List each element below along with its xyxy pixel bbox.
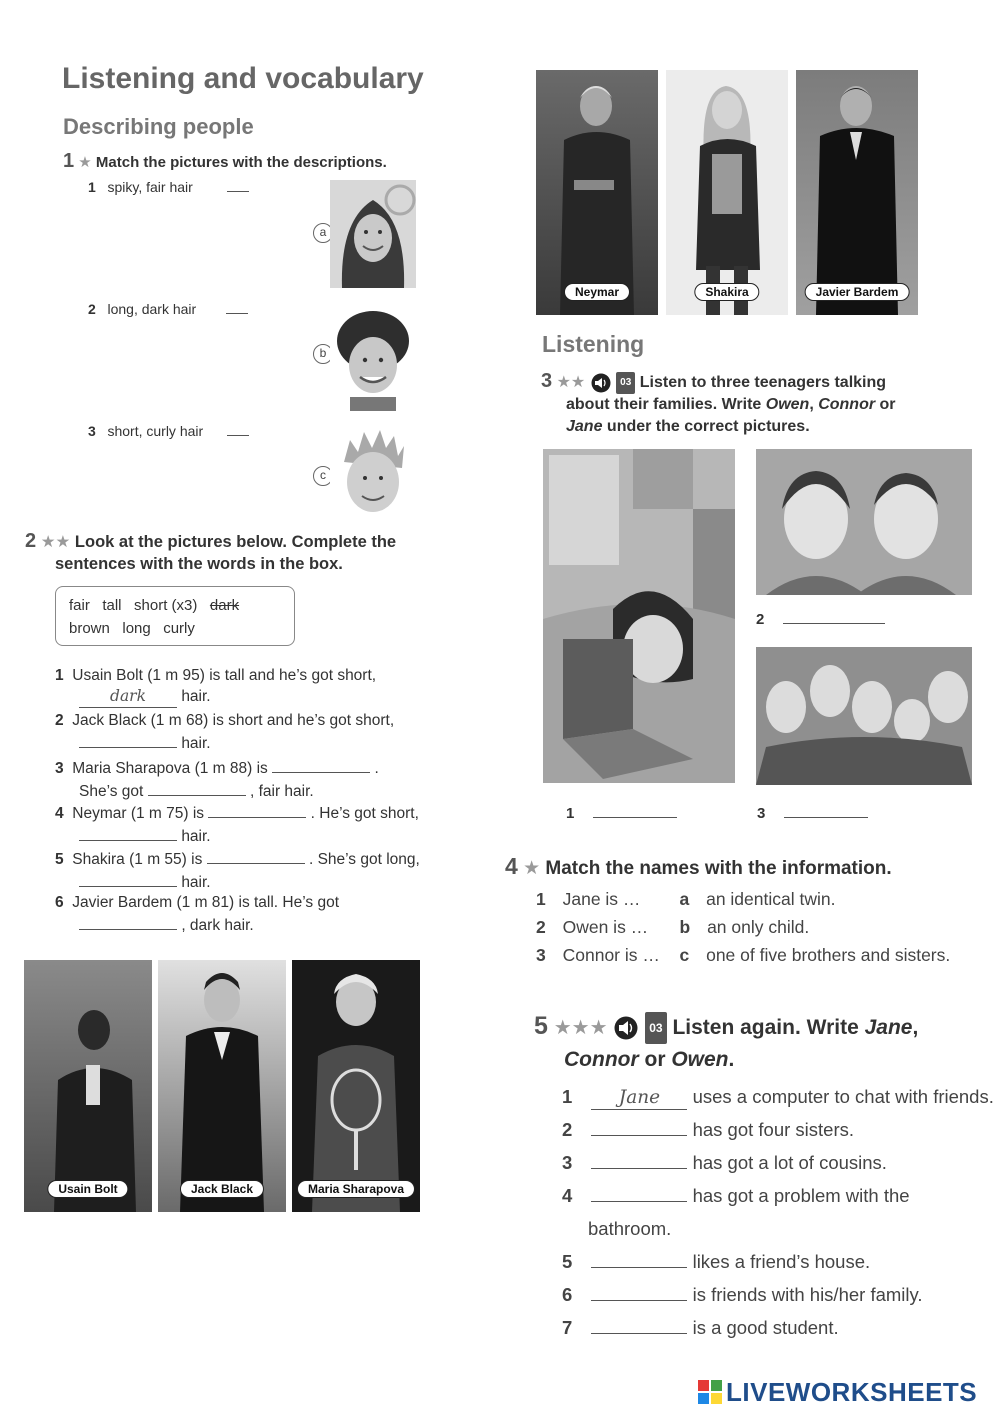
sentence-text: hair. [181,735,211,752]
ex5-item [562,1113,994,1146]
name-prompt: Owen is … [562,917,649,937]
ex2-item-3 [55,756,379,802]
difficulty-stars: ★ [523,858,541,879]
sentence-text: . [374,760,379,777]
listening-heading: Listening [542,331,645,357]
item-text: likes a friend’s house. [692,1251,871,1272]
picture-letter-b: b [313,344,333,364]
answer-blank[interactable] [783,607,885,624]
answer-blank[interactable] [593,801,677,818]
answer-field[interactable] [79,913,177,930]
answer-field[interactable]: Jane [591,1087,687,1110]
girl-at-laptop-illustration [543,449,735,783]
sentence-text: hair. [181,828,211,845]
name-prompt: Jane is … [562,889,641,909]
answer-field[interactable] [591,1284,687,1301]
item-text: uses a computer to chat with friends. [692,1086,994,1107]
audio-speaker-icon[interactable] [590,373,612,393]
answer-field[interactable] [79,824,177,841]
exercise-3-header [541,370,961,438]
brand-name: LIVEWORKSHEETS [726,1377,978,1407]
person-figure-icon [536,70,658,315]
item-number: 1 [55,667,64,684]
word-box-line-2: brown long curly [69,620,195,637]
option-text: one of five brothers and sisters. [706,945,951,965]
usain-bolt-photo [24,960,152,1212]
difficulty-stars: ★★★ [553,1017,608,1039]
photo-label: Javier Bardem [805,283,910,301]
item-number: 7 [562,1317,573,1338]
item-number: 2 [88,301,96,317]
exercise-instruction-line-2: sentences with the words in the box. [55,555,343,573]
exercise-2-header [25,530,396,575]
sentence-text: She’s got [79,783,144,800]
word-list: fair tall short (x3) [69,597,198,614]
five-siblings-illustration [756,647,972,785]
girl-long-dark-hair-photo [330,180,416,288]
name-owen: Owen [765,396,810,413]
instruction-text: or [638,1048,672,1072]
used-word: dark [209,597,240,614]
instruction-text: about their families. Write [566,396,766,413]
sentence-text: Neymar (1 m 75) is [72,805,205,822]
jack-black-photo [158,960,286,1212]
boy-curly-hair-photo [330,305,416,411]
ex2-item-1 [55,665,376,708]
word-box [55,586,295,646]
picture-number: 2 [756,611,765,628]
audio-track-number: 03 [645,1012,666,1044]
answer-blank[interactable] [226,297,248,314]
picture-3-caption [757,801,868,822]
option-text: an only child. [707,917,810,937]
sentence-text: , fair hair. [249,783,314,800]
exercise-5-header [534,1010,974,1076]
ex1-item-3 [88,419,249,439]
instruction-text: , [809,396,819,413]
answer-field[interactable] [207,847,305,864]
answer-field[interactable] [591,1251,687,1268]
answer-field[interactable] [148,779,246,796]
answer-field[interactable]: dark [79,686,177,708]
option-letter: c [679,945,690,965]
photo-label: Maria Sharapova [297,1180,415,1198]
picture-letter-c: c [313,466,333,486]
sentence-text: hair. [181,874,211,891]
instruction-text: Listen again. Write [672,1016,865,1039]
option-letter: b [679,917,691,937]
exercise-4-header [505,853,892,880]
row-number: 1 [536,889,546,909]
name-jane: Jane [864,1016,913,1039]
item-number: 6 [55,894,64,911]
matching-row [536,941,950,969]
exercise-number: 4 [505,853,518,879]
exercise-number: 2 [25,530,37,552]
difficulty-stars: ★★ [40,533,71,551]
exercise-1-header [63,150,387,173]
name-jane: Jane [566,418,603,435]
item-text: long, dark hair [107,301,197,317]
exercise-number: 3 [541,370,553,392]
matching-row [536,885,950,913]
item-number: 3 [55,760,64,777]
photo-label: Neymar [564,283,630,301]
item-text: is friends with his/her family. [692,1284,923,1305]
picture-2-caption [756,607,885,628]
row-number: 2 [536,917,546,937]
name-prompt: Connor is … [562,945,660,965]
answer-field[interactable] [272,756,370,773]
section-subtitle: Describing people [63,114,254,139]
item-number: 3 [562,1152,573,1173]
name-connor: Connor [818,396,876,413]
item-number: 2 [55,712,64,729]
ex5-item [562,1179,994,1245]
ex5-item [562,1080,994,1113]
person-figure-icon [292,960,420,1212]
row-number: 3 [536,945,546,965]
picture-letter-a: a [313,223,333,243]
answer-field[interactable] [591,1185,687,1202]
item-number: 4 [562,1185,573,1206]
boy-spiky-fair-hair-photo [330,422,416,524]
difficulty-stars: ★ [78,154,92,171]
twin-boys-illustration [756,449,972,595]
item-number: 5 [562,1251,573,1272]
audio-speaker-icon[interactable] [613,1016,639,1040]
picture-number: 1 [566,805,575,822]
item-text: has got a problem with the [692,1185,910,1206]
sentence-text: Jack Black (1 m 68) is short and he’s got short, [72,712,395,729]
answer-field[interactable] [591,1317,687,1334]
exercise-instruction: Match the pictures with the descriptions. [95,154,387,171]
sentence-text: Javier Bardem (1 m 81) is tall. He’s got [72,894,340,911]
instruction-text: or [875,396,896,413]
exercise-number: 5 [534,1012,548,1040]
answer-blank[interactable] [227,175,249,192]
answer-field[interactable] [79,870,177,887]
item-number: 5 [55,851,64,868]
sentence-text: Shakira (1 m 55) is [72,851,203,868]
sentence-text: , dark hair. [181,917,254,934]
item-text: has got four sisters. [692,1119,855,1140]
answer-blank[interactable] [784,801,868,818]
instruction-line-1: Listen to three teenagers talking [639,374,887,391]
answer-field[interactable] [591,1152,687,1169]
person-figure-icon [158,960,286,1212]
page-title: Listening and vocabulary [62,62,424,95]
javier-bardem-photo [796,70,918,315]
name-connor: Connor [564,1048,639,1072]
sentence-text: . He’s got short, [310,805,419,822]
answer-field[interactable] [208,801,306,818]
item-text: bathroom. [588,1218,672,1239]
item-number: 6 [562,1284,573,1305]
ex1-item-2 [88,297,248,317]
ex5-item [562,1146,994,1179]
item-text: is a good student. [692,1317,839,1338]
person-figure-icon [24,960,152,1212]
difficulty-stars: ★★ [556,374,586,391]
photo-label: Shakira [694,283,759,301]
item-number: 4 [55,805,64,822]
picture-number: 3 [757,805,766,822]
instruction-text: , [912,1016,919,1039]
liveworksheets-icon [698,1380,722,1404]
shakira-photo [666,70,788,315]
exercise-instruction-line-1: Look at the pictures below. Complete the [74,533,397,551]
item-number: 3 [88,423,96,439]
instruction-text: . [728,1048,735,1072]
ex5-item [562,1311,994,1344]
matching-table [536,885,950,969]
ex5-item [562,1245,994,1278]
neymar-photo [536,70,658,315]
item-text: spiky, fair hair [107,179,193,195]
item-number: 1 [562,1086,573,1107]
ex2-item-6 [55,892,339,936]
ex2-item-2 [55,710,394,754]
ex2-item-4 [55,801,419,847]
item-number: 2 [562,1119,573,1140]
item-text: short, curly hair [107,423,204,439]
word-box-line-1 [69,597,239,614]
audio-track-number: 03 [616,372,635,394]
photo-label: Usain Bolt [47,1180,128,1198]
item-text: has got a lot of cousins. [692,1152,887,1173]
person-figure-icon [796,70,918,315]
sentence-text: . She’s got long, [308,851,420,868]
instruction-text: under the correct pictures. [602,418,810,435]
person-figure-icon [666,70,788,315]
sentence-text: Usain Bolt (1 m 95) is tall and he’s got short, [72,667,377,684]
matching-row [536,913,950,941]
item-number: 1 [88,179,96,195]
option-text: an identical twin. [706,889,836,909]
maria-sharapova-photo [292,960,420,1212]
answer-field[interactable] [591,1119,687,1136]
photo-label: Jack Black [180,1180,264,1198]
sentence-text: Maria Sharapova (1 m 88) is [72,760,268,777]
ex1-item-1 [88,175,249,195]
ex5-item [562,1278,994,1311]
exercise-instruction: Match the names with the information. [545,858,892,879]
answer-field[interactable] [79,731,177,748]
sentence-text: hair. [181,688,211,705]
ex5-list [562,1080,994,1344]
ex2-item-5 [55,847,420,893]
exercise-number: 1 [63,150,75,172]
name-owen: Owen [671,1048,729,1072]
picture-1-caption [566,801,677,822]
option-letter: a [679,889,690,909]
answer-blank[interactable] [227,419,249,436]
